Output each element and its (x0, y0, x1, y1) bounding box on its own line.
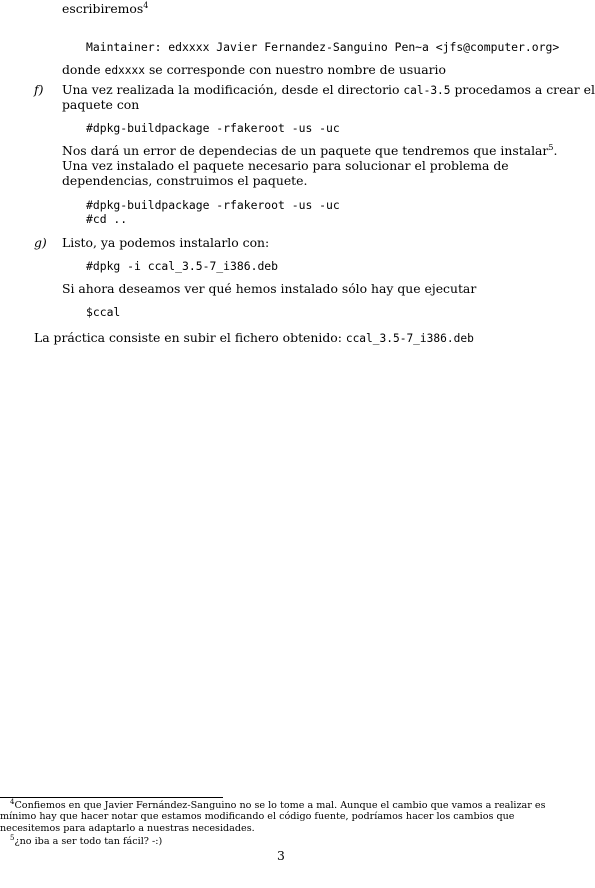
item-g-line1: Listo, ya podemos instalarlo con: (62, 235, 270, 250)
maintainer-line: Maintainer: edxxxx Javier Fernandez-Sanguino Pen~a <jfs@computer.org> (86, 40, 560, 54)
deb-filename-code: ccal_3.5-7_i386.deb (345, 332, 474, 345)
command-cd: #cd .. (86, 212, 128, 226)
item-f-line2: paquete con (62, 97, 140, 112)
footnote-4: $^4$Confiemos en que Javier Fernández-Sanguino no se lo tome a mal. Aunque el cambio que vamos a realizar es mínimo hay que hacer notar que estamos modificando el código fuente, podríamos hacer los cambios que necesitemos para adaptarlo a nuestras necesidades. (0, 797, 546, 834)
directory-code: cal-3.5 (403, 84, 451, 97)
item-f-paragraph: Nos dará un error de dependecias de un paquete que tendremos que instalar$^5$. Una vez instalado el paquete necesario para solucionar el problema de dependencias, construimos el paquete. (62, 142, 558, 189)
item-f-label: f) (34, 82, 44, 97)
closing-line: La práctica consiste en subir el fichero obtenido: ccal_3.5-7_i386.deb (34, 330, 474, 345)
donde-line: donde edxxxx se corresponde con nuestro nombre de usuario (62, 62, 446, 77)
command-ccal: $ccal (86, 305, 121, 319)
footnote-5: $^5$¿no iba a ser todo tan fácil? -:) (10, 833, 163, 847)
command-buildpackage-2: #dpkg-buildpackage -rfakeroot -us -uc (86, 198, 340, 212)
footnote-ref-5[interactable]: 5 (548, 142, 554, 152)
intro-word: escribiremos (62, 1, 144, 16)
item-g-line2: Si ahora deseamos ver qué hemos instalado sólo hay que ejecutar (62, 281, 477, 296)
command-buildpackage-1: #dpkg-buildpackage -rfakeroot -us -uc (86, 121, 340, 135)
footnote-rule (0, 797, 223, 798)
footnote-ref-4[interactable]: 4 (143, 0, 149, 10)
intro-line (62, 1, 148, 16)
item-g-label: g) (34, 235, 47, 250)
item-f-line1: Una vez realizada la modificación, desde el directorio cal-3.5 procedamos a crear el (62, 82, 595, 97)
username-code: edxxxx (104, 64, 145, 77)
command-dpkg-install: #dpkg -i ccal_3.5-7_i386.deb (86, 259, 279, 273)
page-number: 3 (277, 848, 285, 863)
